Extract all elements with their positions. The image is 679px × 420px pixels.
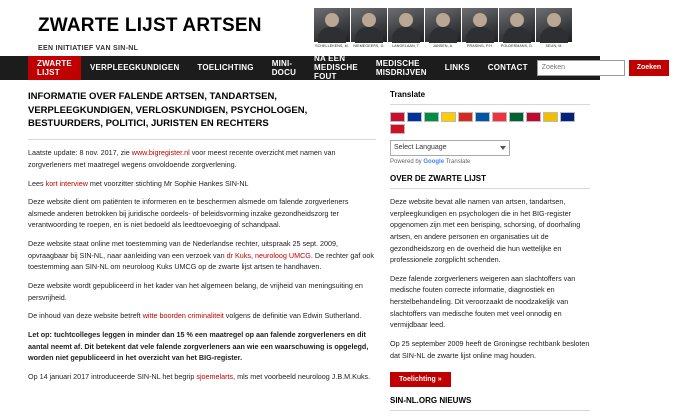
flag-icon[interactable]	[543, 112, 558, 122]
portrait-photo	[499, 8, 535, 42]
nav-item-5[interactable]: MEDISCHE MISDRIJVEN	[375, 58, 427, 77]
translate-suffix: Translate	[445, 158, 471, 165]
search-input[interactable]	[537, 60, 625, 76]
news-widget	[390, 396, 590, 411]
flag-icon[interactable]	[390, 112, 405, 122]
inline-link[interactable]: sjoemelarts	[196, 372, 234, 382]
about-widget	[390, 174, 590, 388]
header-portrait	[536, 8, 572, 48]
header-portrait	[499, 8, 535, 48]
site-title: ZWARTE LIJST ARTSEN	[38, 15, 262, 36]
inline-link[interactable]: neuroloog UMCG	[254, 250, 311, 260]
page-title: INFORMATIE OVER FALENDE ARTSEN, TANDARTSEN, VERPLEEGKUNDIGEN, VERLOSKUNDIGEN, PSYCHOLOGEN, BESTUURDERS, POLITICI, JURISTEN EN RECHTERS	[28, 90, 308, 130]
article-paragraph: Laatste update: 8 nov. 2017, zie www.bigregister.nl voor meest recente overzicht met namen van zorgverleners met maatregel wegens onvoldoende zorgverlening.	[28, 148, 336, 169]
google-brand: Google	[423, 158, 445, 165]
nav-item-1[interactable]: VERPLEEGKUNDIGEN	[89, 63, 180, 73]
about-paragraph: Deze falende zorgverleners weigeren aan slachtoffers van medische fouten correcte informatie, diagnostiek en herstelbehandeling. Dit veroorzaakt de noodzakelijk van slachtoffers van medische fouten met veel onnodig en vermijdbaar leed.	[390, 273, 576, 330]
inline-link[interactable]: witte boorden criminaliteit	[142, 311, 224, 321]
inline-link[interactable]: kort interview	[45, 178, 88, 188]
nav-item-4[interactable]: NA EEN MEDISCHE FOUT	[314, 54, 358, 82]
news-title: SIN-NL.ORG NIEUWS	[390, 396, 472, 406]
article-paragraph: Deze website dient om patiënten te informeren en te beschermen alsmede om falende zorgverleners alsmede anderen betrokken bij juridische oordeels- of beleidsvorming inzake gezondheidszorg ter verantwoording te roepen, en is niet bedoeld als leedtoevoeging of schandpaal.	[28, 197, 349, 230]
article-paragraph: Op 14 januari 2017 introduceerde SIN-NL het begrip sjoemelarts, mls met voorbeeld neuroloog J.B.M.Kuks.	[28, 372, 371, 382]
flag-icon[interactable]	[458, 112, 473, 122]
powered-label: Powered by	[390, 158, 422, 165]
article-paragraph: Lees kort interview met voorzitter stichting Mr Sophie Hankes SIN-NL	[28, 178, 249, 188]
header-portrait	[425, 8, 461, 48]
translate-widget	[390, 90, 590, 165]
flag-icon[interactable]	[407, 112, 422, 122]
header-portrait	[388, 8, 424, 48]
portrait-photo	[351, 8, 387, 42]
flag-icon[interactable]	[526, 112, 541, 122]
portrait-photo	[425, 8, 461, 42]
portrait-caption: SEIJN, M.	[545, 44, 563, 48]
portrait-photo	[314, 8, 350, 42]
site-header	[0, 0, 600, 56]
heading-divider	[28, 139, 376, 140]
inline-link[interactable]: www.bigregister.nl	[131, 148, 190, 158]
inline-link[interactable]: dr Kuks	[226, 250, 251, 260]
article-body	[28, 147, 376, 383]
search-area	[537, 56, 679, 80]
flag-icon[interactable]	[492, 112, 507, 122]
content-area	[0, 80, 600, 420]
portrait-caption: JANSEN, A.	[432, 44, 454, 48]
sidebar	[390, 88, 590, 420]
portrait-caption: PRASING, P.H.	[467, 44, 493, 48]
about-divider	[390, 188, 590, 189]
portrait-photo	[536, 8, 572, 42]
about-title: OVER DE ZWARTE LIJST	[390, 173, 487, 183]
flag-icon[interactable]	[441, 112, 456, 122]
header-portrait	[462, 8, 498, 48]
news-divider	[390, 410, 590, 411]
nav-item-0[interactable]: ZWARTE LIJST	[28, 56, 81, 80]
flag-icon[interactable]	[475, 112, 490, 122]
about-paragraph: Deze website bevat alle namen van artsen, tandartsen, verpleegkundigen en psychologen die in het BIG-register opgenomen zijn met een berisping, schorsing, of doorhaling artsen, en andere personen en organisaties uit de gezondheidszorg en de overheid die hun wettelijke en professionele zorgplicht schenden.	[390, 196, 581, 265]
portrait-caption: POLDERMANS, D.	[500, 44, 534, 48]
portrait-caption: LANGELAAN, T.	[392, 44, 420, 48]
header-photo-strip	[314, 8, 590, 48]
about-paragraph: Op 25 september 2009 heeft de Groningse rechtbank besloten dat SIN-NL de zwarte lijst online mag houden.	[390, 339, 590, 360]
article-paragraph: Deze website staat online met toestemming van de Nederlandse rechter, uitspraak 25 sept. 2009, opvraagbaar bij SIN-NL, naar aanleiding van een verzoek van dr Kuks, neuroloog UMCG. De rechter gaf ook toestemming aan SIN-NL om neuroloog Kuks UMCG op de zwarte lijst artsen te handhaven.	[28, 239, 375, 272]
nav-item-3[interactable]: MINI-DOCU	[271, 58, 297, 77]
powered-by-google-translate	[390, 159, 590, 165]
translate-divider	[390, 104, 590, 105]
article-paragraph: De inhoud van deze website betreft witte boorden criminaliteit volgens de definitie van Edwin Sutherland.	[28, 311, 362, 321]
chevron-down-icon	[500, 146, 506, 150]
search-button[interactable]: Zoeken	[629, 60, 670, 76]
nav-item-2[interactable]: TOELICHTING	[197, 63, 254, 73]
portrait-photo	[462, 8, 498, 42]
toelichting-button[interactable]: Toelichting »	[390, 372, 451, 387]
flag-list	[390, 112, 590, 134]
language-select-value: Select Language	[394, 144, 447, 152]
portrait-caption: SCHELLEKENS, M.	[315, 44, 349, 48]
header-portrait	[314, 8, 350, 48]
flag-icon[interactable]	[390, 124, 405, 134]
nav-item-7[interactable]: CONTACT	[487, 63, 528, 73]
main-navigation	[0, 54, 662, 82]
brand	[10, 8, 262, 52]
translate-title: Translate	[390, 89, 426, 99]
portrait-photo	[388, 8, 424, 42]
article-paragraph: Deze website wordt gepubliceerd in het kader van het algemeen belang, de vrijheid van meningsuiting en persvrijheid.	[28, 281, 363, 302]
main-column	[28, 88, 376, 420]
site-tagline: EEN INITIATIEF VAN SIN-NL	[38, 44, 139, 52]
language-select[interactable]	[390, 140, 510, 156]
flag-icon[interactable]	[424, 112, 439, 122]
nav-item-6[interactable]: LINKS	[444, 63, 470, 73]
flag-icon[interactable]	[509, 112, 524, 122]
portrait-caption: NIEMEGEERS, G.	[353, 44, 385, 48]
about-body	[390, 196, 590, 362]
article-paragraph: Let op: tuchtcolleges leggen in minder dan 15 % een maatregel op aan falende zorgverleners en dit aantal neemt af. Dit betekent dat vele falende zorgverleners aan wie een waarschuwing is opgelegd, worden niet gepubliceerd in het overzicht van het BIG-register.	[28, 330, 369, 363]
flag-icon[interactable]	[560, 112, 575, 122]
header-portrait	[351, 8, 387, 48]
